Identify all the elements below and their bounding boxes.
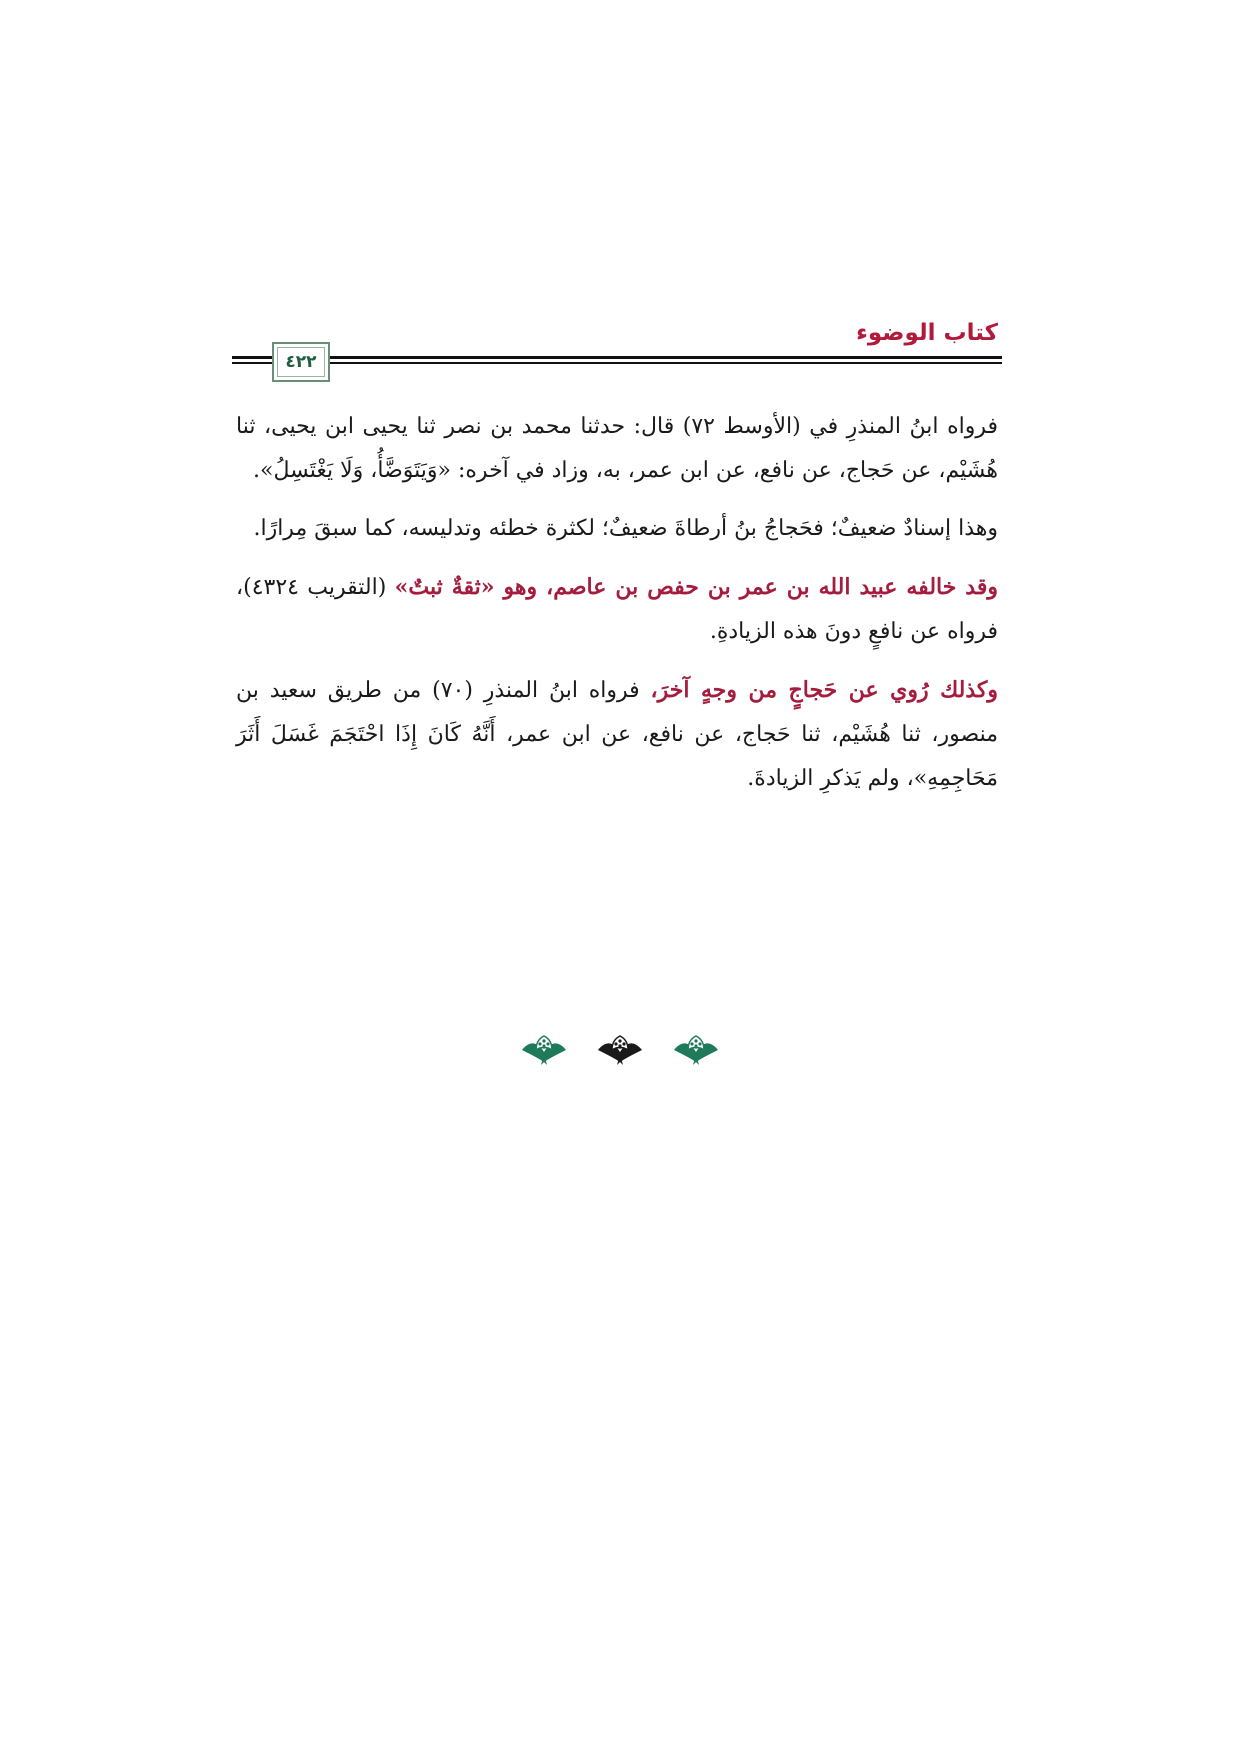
paragraph-4-highlight: وكذلك رُوي عن حَجاجٍ من وجهٍ آخرَ، [650,677,998,703]
body-text [236,405,998,815]
floral-ornament-icon [520,1032,568,1068]
header-rule-top [232,356,1002,359]
header-rule-bottom [232,362,1002,364]
paragraph-3 [236,565,998,654]
page-number: ٤٢٢ [285,352,317,372]
paragraph-2 [236,507,998,551]
paragraph-1-text: فرواه ابنُ المنذرِ في (الأوسط ٧٢) قال: حدثنا محمد بن نصر ثنا يحيى ابن يحيى، ثنا هُشَيْم، عن حَجاج، عن نافع، عن ابن عمر، به، وزاد في آخره: «وَيَتَوَضَّأُ، وَلَا يَغْتَسِلُ». [236,414,998,483]
paragraph-3-highlight: وقد خالفه عبيد الله بن عمر بن حفص بن عاصم، وهو «ثقةٌ ثبتٌ» [394,574,998,600]
paragraph-2-text: وهذا إسنادٌ ضعيفٌ؛ فحَجاجُ بنُ أرطاةَ ضعيفٌ؛ لكثرة خطئه وتدليسه، كما سبقَ مِرارًا. [253,516,998,541]
paragraph-3-text: (التقريب ٤٣٢٤)، فرواه عن نافعٍ دونَ هذه الزيادةِ. [236,575,998,644]
floral-ornament-icon [596,1032,644,1068]
paragraph-4-text: فرواه ابنُ المنذرِ (٧٠) من طريق سعيد بن منصور، ثنا هُشَيْم، ثنا حَجاج، عن نافع، عن ابن عمر، أَنَّهُ كَانَ إِذَا احْتَجَمَ غَسَلَ أَثَرَ مَحَاجِمِهِ»، ولم يَذكرِ الزيادةَ. [236,678,998,791]
paragraph-1 [236,405,998,493]
section-end-ornaments [520,1030,720,1070]
book-title: كتاب الوضوء [856,320,998,346]
paragraph-4 [236,668,998,801]
page-header [232,300,1002,390]
floral-ornament-icon [672,1032,720,1068]
page-number-badge [272,342,330,382]
